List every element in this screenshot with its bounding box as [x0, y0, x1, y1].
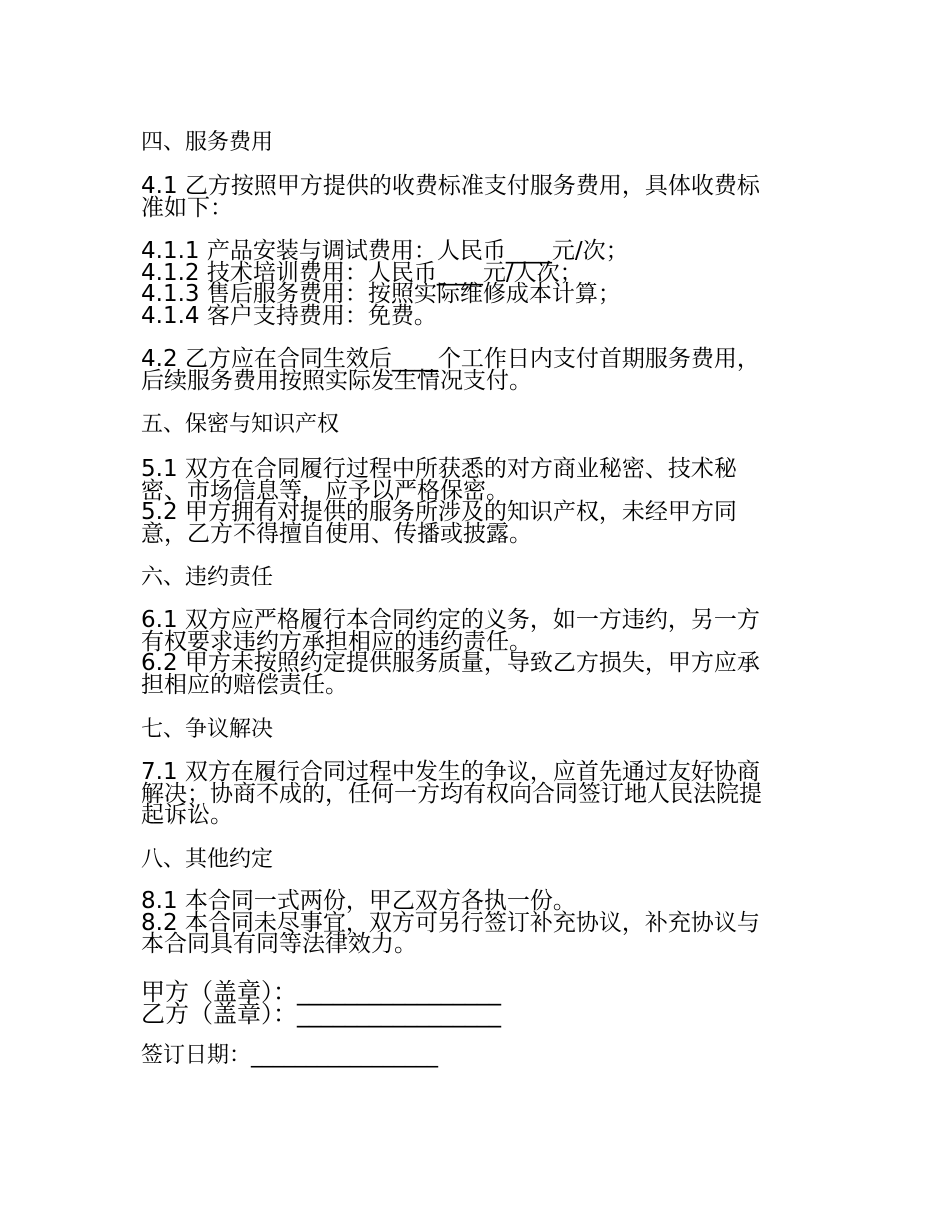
clauses-7 — [141, 759, 821, 828]
clause-4-1 — [141, 173, 821, 221]
clause-line: 4.2 乙方应在合同生效后____个工作日内支付首期服务费用， — [141, 346, 760, 372]
party-a-seal-line: 甲方（盖章）：_________________ — [141, 978, 501, 1006]
clause-line: 5.2 甲方拥有对提供的服务所涉及的知识产权，未经甲方同 — [141, 499, 737, 525]
clause-line: 8.2 本合同未尽事宜，双方可另行签订补充协议，补充协议与 — [141, 909, 760, 936]
clause-line: 意，乙方不得擅自使用、传播或披露。 — [141, 520, 532, 547]
clauses-5 — [141, 456, 821, 547]
section-heading-other: 八、其他约定 — [141, 847, 274, 872]
clause-line: 担相应的赔偿责任。 — [141, 671, 348, 698]
clause-line: 本合同具有同等法律效力。 — [141, 931, 417, 957]
clause-line: 6.2 甲方未按照约定提供服务质量，导致乙方损失，甲方应承 — [141, 650, 760, 676]
clause-line: 4.1 乙方按照甲方提供的收费标准支付服务费用，具体收费标 — [141, 173, 760, 199]
clause-line: 6.1 双方应严格履行本合同约定的义务，如一方违约，另一方 — [141, 607, 760, 633]
clause-line: 解决；协商不成的，任何一方均有权向合同签订地人民法院提 — [141, 780, 762, 807]
fee-item: 4.1.1 产品安装与调试费用：人民币____元/次； — [141, 238, 629, 264]
fee-item: 4.1.3 售后服务费用：按照实际维修成本计算； — [141, 281, 621, 307]
party-b-seal-line: 乙方（盖章）：_________________ — [141, 1000, 501, 1028]
section-heading-confidentiality: 五、保密与知识产权 — [141, 412, 340, 437]
clause-4-2 — [141, 346, 821, 394]
clause-line: 5.1 双方在合同履行过程中所获悉的对方商业秘密、技术秘 — [141, 456, 737, 482]
signature-block — [141, 978, 821, 1028]
fee-item: 4.1.4 客户支持费用：免费。 — [141, 302, 437, 329]
section-heading-disputes: 七、争议解决 — [141, 717, 274, 742]
clause-line: 密、市场信息等，应予以严格保密。 — [141, 477, 509, 504]
clause-line: 后续服务费用按照实际发生情况支付。 — [141, 367, 532, 394]
signing-date-line: 签订日期：_________________ — [141, 1043, 439, 1068]
fee-item: 4.1.2 技术培训费用：人民币____元/人次； — [141, 259, 583, 286]
clause-line: 有权要求违约方承担相应的违约责任。 — [141, 628, 532, 655]
clause-line: 起诉讼。 — [141, 802, 233, 828]
section-heading-fees: 四、服务费用 — [141, 130, 274, 155]
clause-line: 8.1 本合同一式两份，甲乙双方各执一份。 — [141, 888, 576, 914]
clause-line: 准如下： — [141, 194, 233, 221]
fee-items-list — [141, 238, 821, 329]
clauses-8 — [141, 888, 821, 957]
clauses-6 — [141, 607, 821, 698]
clause-line: 7.1 双方在履行合同过程中发生的争议，应首先通过友好协商 — [141, 759, 760, 785]
section-heading-liability: 六、违约责任 — [141, 565, 274, 590]
